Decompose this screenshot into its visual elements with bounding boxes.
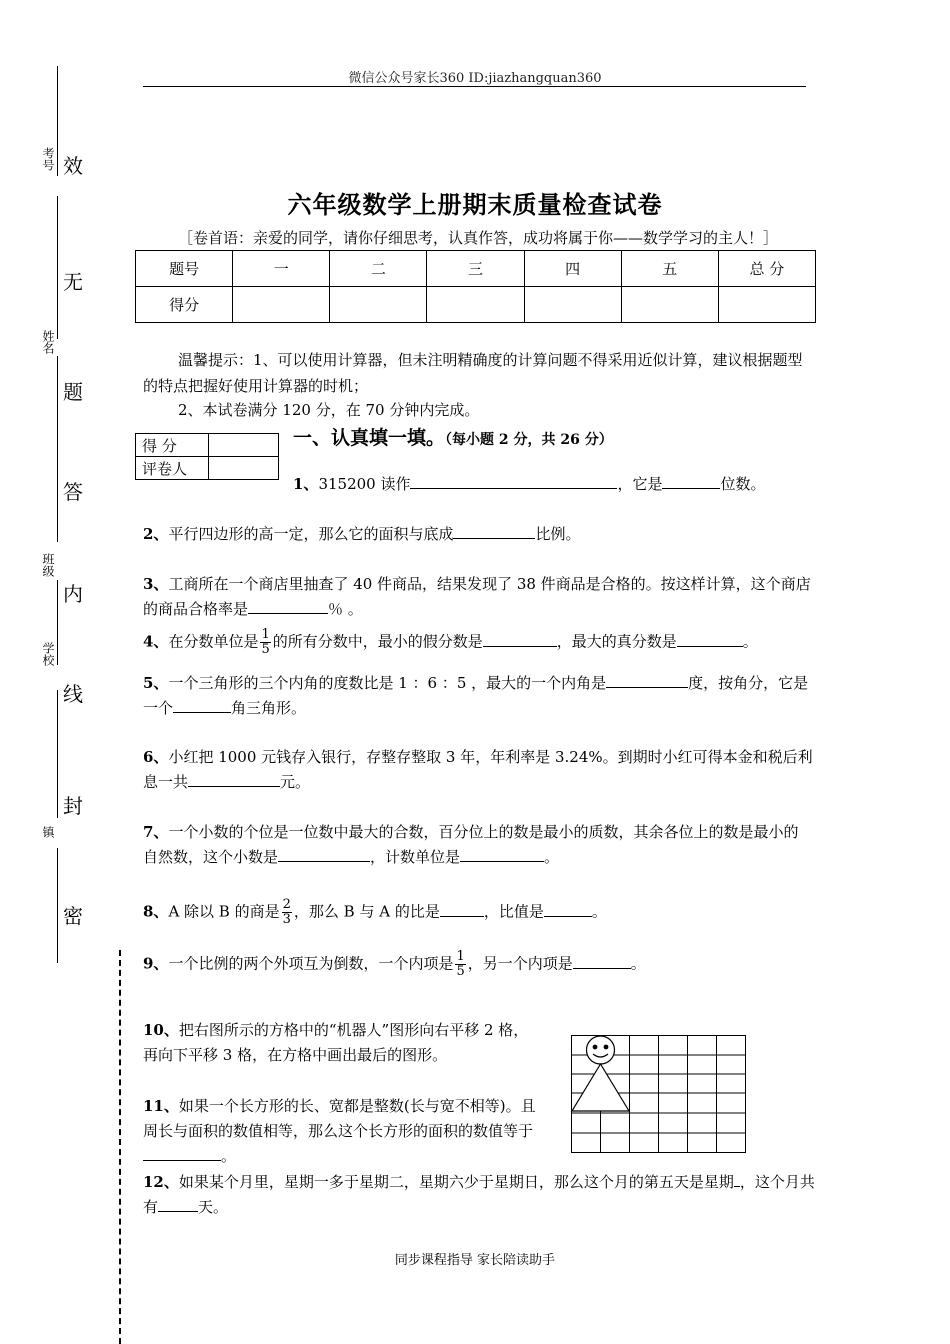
margin-label-exam-no: 考号 [41,147,55,171]
answer-blank[interactable] [158,1195,198,1212]
grader-box [135,433,279,480]
fraction [260,628,270,657]
answer-blank[interactable] [188,770,280,787]
fraction-numerator: 2 [282,897,291,912]
header-text: 微信公众号家长360 ID:jiazhangquan360 [348,71,602,86]
question-3 [143,572,813,622]
cut-line [119,950,121,1344]
question-12 [143,1170,815,1220]
answer-blank[interactable] [544,900,592,917]
page-title: 六年级数学上册期末质量检查试卷 [287,190,663,219]
tip-line-1: 温馨提示：1、可以使用计算器，但未注明精确度的计算问题不得采用近似计算，建议根据题型的特点把握好使用计算器的时机； [143,351,803,395]
question-text: 一个小数的个位是一位数中最大的合数，百分位上的数是最小的质数，其余各位上的数是最小的自然数，这个小数是 [143,823,799,866]
question-1 [293,472,813,497]
score-header-cell: 三 [427,251,524,287]
question-text: A 除以 B 的商是 [168,902,280,921]
question-4 [143,628,813,657]
fraction-denominator: 3 [282,912,291,927]
question-text: 。 [591,902,607,921]
score-table [135,250,816,323]
question-text: 度，按角分，它是一个 [143,674,809,717]
question-text: 。 [544,848,560,866]
margin-line [57,66,58,176]
robot-grid[interactable] [571,1035,746,1153]
score-header-cell: 四 [524,251,621,287]
answer-blank[interactable] [248,597,328,614]
seal-char: 题 [63,380,83,404]
answer-blank[interactable] [677,630,743,647]
answer-blank[interactable] [143,1144,221,1161]
question-text: 天。 [198,1198,229,1216]
grader-name-label: 评卷人 [136,457,209,480]
answer-blank[interactable] [606,671,688,688]
answer-blank[interactable] [453,522,535,539]
answer-blank[interactable] [662,472,720,489]
tip-line-2: 2、本试卷满分 120 分，在 70 分钟内完成。 [178,401,480,419]
question-number: 5、 [143,674,169,692]
score-input-cell[interactable] [718,287,815,323]
score-input-cell[interactable] [621,287,718,323]
question-text: ％ 。 [328,600,363,618]
question-number: 3、 [143,575,169,593]
question-text: 工商所在一个商店里抽查了 40 件商品，结果发现了 38 件商品是合格的。按这样计算，这个商店的商品合格率是 [143,575,811,618]
question-10 [143,1018,538,1068]
question-5 [143,671,813,721]
question-text: 位数。 [720,475,766,493]
answer-blank[interactable] [573,952,631,969]
margin-label-town: 镇 [41,826,55,838]
margin-label-class: 班级 [41,553,55,577]
question-text: 的所有分数中，最小的假分数是 [272,632,483,651]
score-input-cell[interactable] [524,287,621,323]
question-text: ，它是 [617,475,663,493]
score-input-cell[interactable] [233,287,330,323]
question-number: 7、 [143,823,169,841]
fraction [282,898,292,927]
margin-label-name: 姓名 [41,330,55,354]
grader-score-cell[interactable] [209,434,279,457]
question-text: 元。 [280,773,311,791]
question-text: 一个比例的两个外项互为倒数，一个内项是 [168,954,454,973]
question-number: 11、 [143,1097,179,1115]
question-text: 。 [221,1147,237,1165]
section-note: （每小题 2 分，共 26 分） [445,432,613,448]
answer-blank[interactable] [410,472,617,489]
question-text: ，计数单位是 [370,848,461,866]
grader-name-cell[interactable] [209,457,279,480]
header-rule [143,86,806,87]
question-8 [143,898,813,927]
margin-line [57,356,58,542]
score-header-cell: 题号 [136,251,233,287]
margin-line [57,690,58,818]
question-7 [143,820,813,870]
fraction-numerator: 1 [261,627,270,642]
answer-blank[interactable] [483,630,557,647]
question-2 [143,522,813,547]
question-number: 10、 [143,1021,179,1039]
fraction-denominator: 5 [456,964,465,979]
question-text: 平行四边形的高一定，那么它的面积与底成 [168,525,454,543]
question-number: 2、 [143,525,169,543]
seal-char: 封 [63,794,83,818]
score-header-cell: 总 分 [718,251,815,287]
question-text: 比例。 [535,525,581,543]
section-heading [293,423,613,450]
preface: ［卷首语：亲爱的同学，请你仔细思考，认真作答，成功将属于你——数学学习的主人！］ [178,229,779,247]
question-number: 8、 [143,902,169,921]
question-text: 一个三角形的三个内角的度数比是 1 ：6 ：5 ，最大的一个内角是 [168,674,607,692]
question-number: 4、 [143,632,169,651]
score-input-cell[interactable] [427,287,524,323]
fraction-denominator: 5 [261,642,270,657]
question-text: 。 [630,954,646,973]
question-number: 6、 [143,748,169,766]
margin-line [57,848,58,963]
question-number: 12、 [143,1173,179,1191]
question-text: 如果一个长方形的长、宽都是整数(长与宽不相等)。且周长与面积的数值相等，那么这个长方形的面积的数值等于 [143,1097,536,1140]
seal-char: 无 [63,270,83,294]
question-text: ，另一个内项是 [467,954,573,973]
seal-char: 线 [63,682,83,706]
question-text: 315200 读作 [318,475,411,493]
question-number: 1、 [293,475,319,493]
question-text: 角三角形。 [231,699,307,717]
question-text: 在分数单位是 [168,632,259,651]
question-text: ，最大的真分数是 [556,632,677,651]
fraction-numerator: 1 [456,949,465,964]
margin-line [57,580,58,665]
seal-char: 效 [63,154,83,178]
seal-char: 答 [63,480,83,504]
seal-char: 内 [63,582,83,606]
score-header-cell: 五 [621,251,718,287]
question-text: ，那么 B 与 A 的比是 [293,902,440,921]
grader-score-label: 得 分 [136,434,209,457]
score-table-row [136,287,816,323]
question-text: 把右图所示的方格中的“机器人”图形向右平移 2 格，再向下平移 3 格，在方格中画出最后的图形。 [143,1021,529,1064]
question-9 [143,950,813,979]
question-text: ，比值是 [483,902,544,921]
section-title: 一、认真填一填。 [293,427,446,449]
seal-char: 密 [63,904,83,928]
score-row-label: 得分 [136,287,233,323]
score-header-cell: 一 [233,251,330,287]
answer-blank[interactable] [460,845,544,862]
question-text: ，这个月共有 [143,1173,815,1216]
question-6 [143,745,813,795]
question-number: 9、 [143,954,169,973]
question-11 [143,1094,538,1169]
score-input-cell[interactable] [330,287,427,323]
fraction [455,950,465,979]
question-text: 小红把 1000 元钱存入银行，存整存整取 3 年，年利率是 3.24%。到期时小红可得本金和税后利息一共 [143,748,813,791]
question-text: 如果某个月里，星期一多于星期二，星期六少于星期日，那么这个月的第五天是星期 [178,1173,734,1191]
footer-text: 同步课程指导 家长陪读助手 [394,1253,556,1268]
score-header-cell: 二 [330,251,427,287]
answer-blank[interactable] [278,845,370,862]
answer-blank[interactable] [173,696,231,713]
score-table-header-row [136,251,816,287]
margin-label-school: 学校 [41,642,55,666]
answer-blank[interactable] [440,900,484,917]
question-text: 。 [742,632,758,651]
